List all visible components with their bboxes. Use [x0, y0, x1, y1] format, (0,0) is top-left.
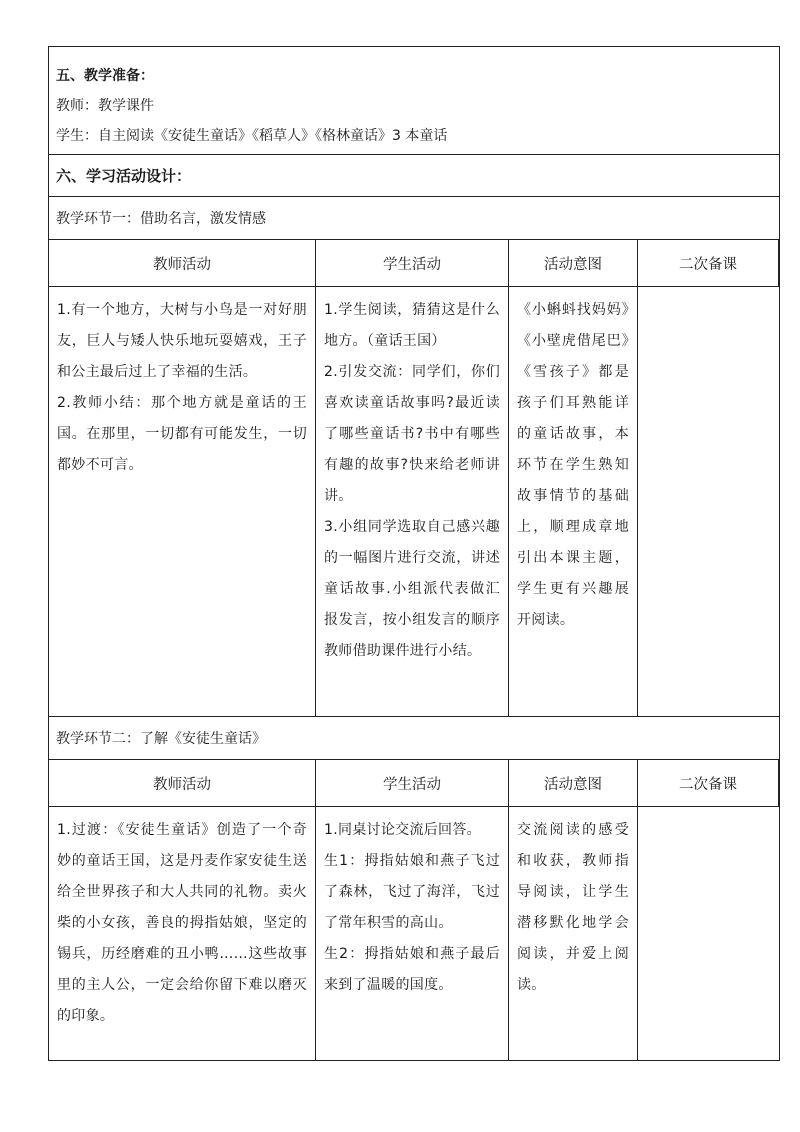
- paragraph: 生1：拇指姑娘和燕子飞过了森林，飞过了海洋，飞过了常年积雪的高山。: [324, 853, 500, 931]
- paragraph: 1.有一个地方，大树与小鸟是一对好朋友，巨人与矮人快乐地玩耍嬉戏，王子和公主最后过上了幸福的生活。: [57, 302, 307, 380]
- header-activity-intent: 活动意图: [509, 760, 638, 807]
- header-second-prep: 二次备课: [638, 760, 779, 807]
- phase-1-teacher-cell: [49, 287, 316, 716]
- lesson-plan-table: [48, 46, 780, 1061]
- phase-2-student-cell: [316, 807, 509, 1060]
- paragraph: 2.引发交流：同学们，你们喜欢读童话故事吗?最近读了哪些童话书?书中有哪些有趣的故事?快来给老师讲讲。: [324, 364, 500, 504]
- paragraph: 1.学生阅读，猜猜这是什么地方。（童话王国）: [324, 302, 500, 349]
- header-student-activity: 学生活动: [316, 760, 509, 807]
- section-6-header: [48, 155, 780, 197]
- phase-2-title: 教学环节二：了解《安徒生童话》: [56, 731, 266, 747]
- header-teacher-activity: 教师活动: [49, 760, 316, 807]
- phase-2-intent-cell: [509, 807, 638, 1060]
- paragraph: 3.小组同学选取自己感兴趣的一幅图片进行交流，讲述童话故事.小组派代表做汇报发言，按小组发言的顺序教师借助课件进行小结。: [324, 519, 500, 659]
- header-activity-intent: 活动意图: [509, 240, 638, 287]
- paragraph: 生2：拇指姑娘和燕子最后来到了温暖的国度。: [324, 946, 500, 993]
- paragraph: 交流阅读的感受和收获，教师指导阅读，让学生潜移默化地学会阅读，并爱上阅读。: [517, 822, 629, 993]
- phase-1-header: [48, 197, 780, 240]
- phase-2-header: [48, 717, 780, 760]
- section-5-preparation: [48, 46, 780, 155]
- phase-2-teacher-cell: [49, 807, 316, 1060]
- section-5-title: 五、教学准备：: [56, 68, 154, 84]
- phase-1-title: 教学环节一：借助名言，激发情感: [56, 211, 266, 227]
- phase-1-student-cell: [316, 287, 509, 716]
- paragraph: 2.教师小结：那个地方就是童话的王国。在那里，一切都有可能发生，一切都妙不可言。: [57, 395, 307, 473]
- teacher-preparation: 教师：教学课件: [56, 98, 154, 114]
- phase-1-table: [48, 240, 780, 717]
- section-6-title: 六、学习活动设计：: [56, 167, 192, 185]
- phase-2-second-prep-cell: [638, 807, 779, 1060]
- paragraph: 1.过渡：《安徒生童话》创造了一个奇妙的童话王国，这是丹麦作家安徒生送给全世界孩子和大人共同的礼物。卖火柴的小女孩，善良的拇指姑娘，坚定的锡兵，历经磨难的丑小鸭……这些故事里的主人公，一定会给你留下难以磨灭的印象。: [57, 822, 307, 1024]
- paragraph: 《小蝌蚪找妈妈》《小壁虎借尾巴》《雪孩子》都是孩子们耳熟能详的童话故事，本环节在学生熟知故事情节的基础上，顺理成章地引出本课主题，学生更有兴趣展开阅读。: [517, 302, 629, 628]
- phase-1-intent-cell: [509, 287, 638, 716]
- header-teacher-activity: 教师活动: [49, 240, 316, 287]
- student-preparation: 学生：自主阅读《安徒生童话》《稻草人》《格林童话》3 本童话: [56, 128, 448, 144]
- paragraph: 1.同桌讨论交流后回答。: [324, 822, 481, 838]
- header-second-prep: 二次备课: [638, 240, 779, 287]
- header-student-activity: 学生活动: [316, 240, 509, 287]
- phase-2-table: [48, 760, 780, 1061]
- phase-1-second-prep-cell: [638, 287, 779, 716]
